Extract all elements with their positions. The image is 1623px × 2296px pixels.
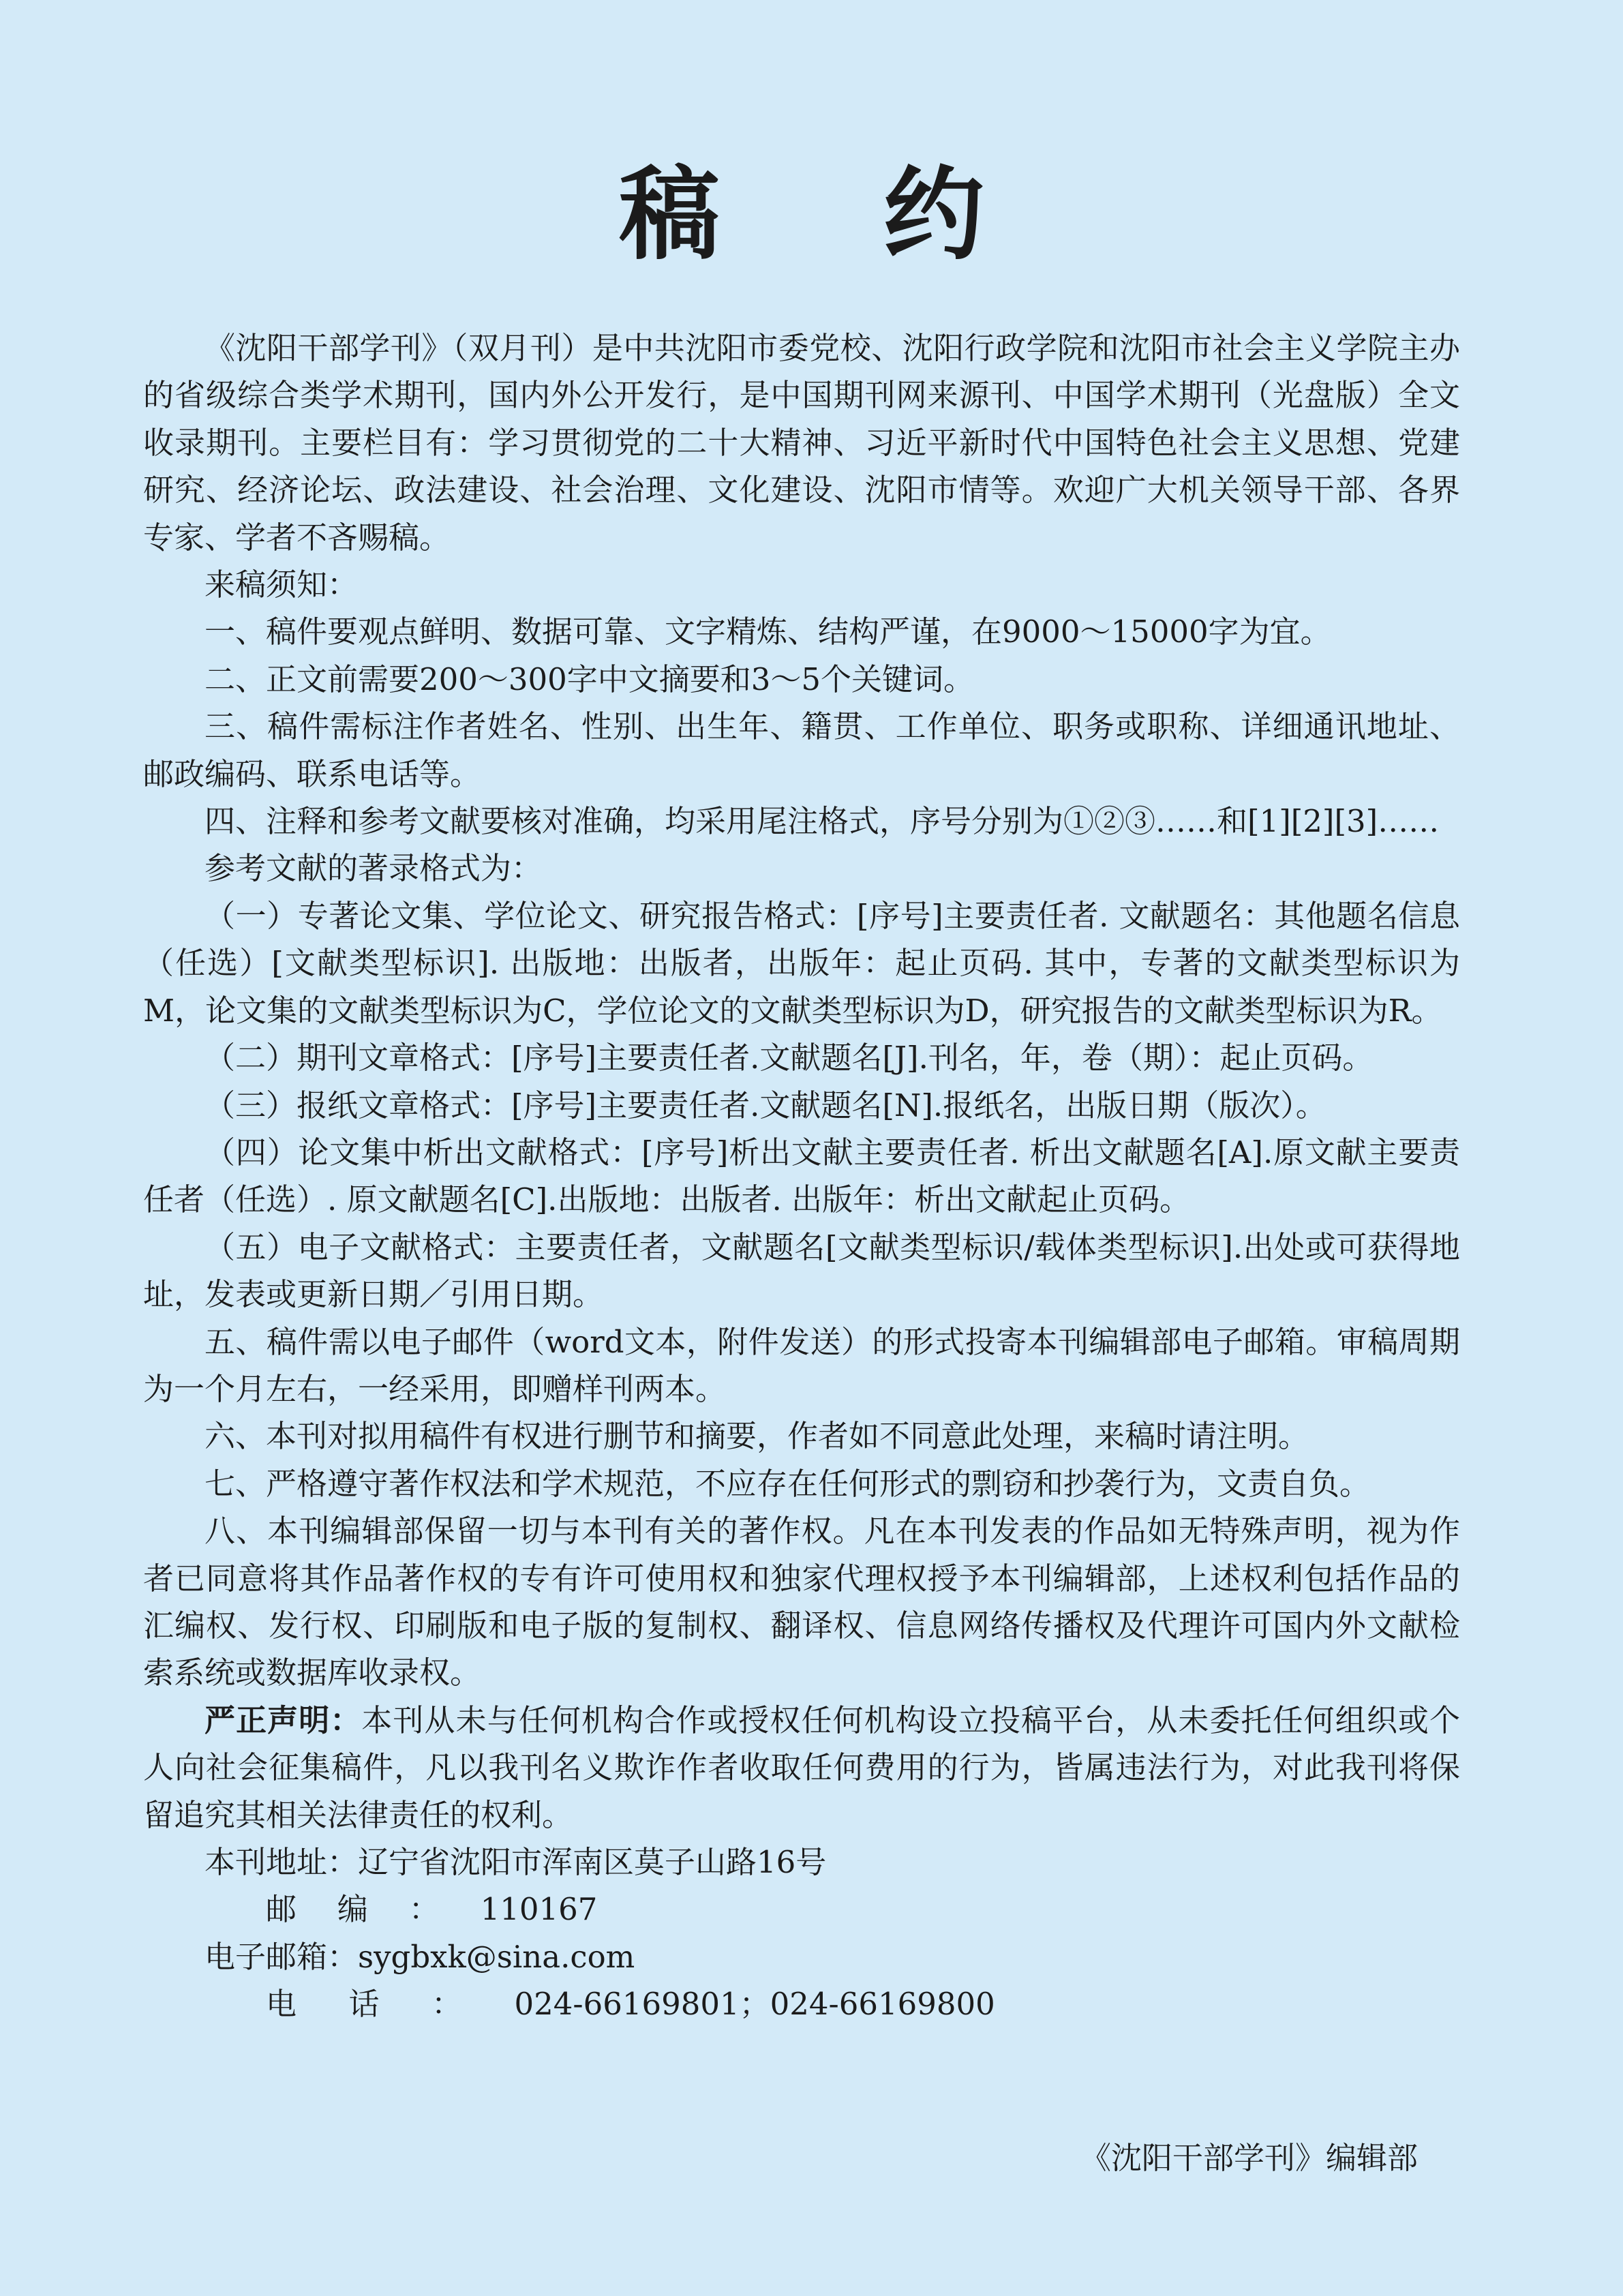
phone-value: 024-66169801；024-66169800 [514, 1986, 995, 2023]
title-char-2: 约 [883, 156, 984, 273]
contact-email [143, 1933, 1460, 1980]
address-label: 本刊地址： [204, 1844, 359, 1880]
reference-format-5: （五）电子文献格式：主要责任者，文献题名[文献类型标识/载体类型标识].出处或可获得地址，发表或更新日期／引用日期。 [143, 1228, 1460, 1313]
rule-4: 四、注释和参考文献要核对准确，均采用尾注格式，序号分别为①②③……和[1][2][3]…… [204, 803, 1440, 840]
reference-heading: 参考文献的著录格式为： [204, 850, 543, 887]
contact-postcode [143, 1886, 1460, 1933]
postcode-value: 110167 [480, 1891, 598, 1928]
contact-address [143, 1839, 1460, 1886]
call-for-papers-page [143, 0, 1460, 2296]
address-value: 辽宁省沈阳市浑南区莫子山路16号 [358, 1844, 827, 1880]
postcode-label: 邮编： [266, 1891, 481, 1928]
reference-format-2: （二）期刊文章格式：[序号]主要责任者.文献题名[J].刊名，年，卷（期）：起止页码。 [204, 1040, 1374, 1076]
intro-paragraph: 《沈阳干部学刊》（双月刊）是中共沈阳市委党校、沈阳行政学院和沈阳市社会主义学院主办的省级综合类学术期刊，国内外公开发行，是中国期刊网来源刊、中国学术期刊（光盘版）全文收录期刊。主要栏目有：学习贯彻党的二十大精神、习近平新时代中国特色社会主义思想、党建研究、经济论坛、政法建设、社会治理、文化建设、沈阳市情等。欢迎广大机关领导干部、各界专家、学者不吝赐稿。 [143, 330, 1460, 556]
rule-8: 八、本刊编辑部保留一切与本刊有关的著作权。凡在本刊发表的作品如无特殊声明，视为作者已同意将其作品著作权的专有许可使用权和独家代理权授予本刊编辑部，上述权利包括作品的汇编权、发行权、印刷版和电子版的复制权、翻译权、信息网络传播权及代理许可国内外文献检索系统或数据库收录权。 [143, 1513, 1460, 1691]
editorial-signature: 《沈阳干部学刊》编辑部 [1080, 2140, 1418, 2176]
page-title [143, 157, 1460, 273]
notice-heading: 来稿须知： [204, 567, 359, 603]
rule-5: 五、稿件需以电子邮件（word文本，附件发送）的形式投寄本刊编辑部电子邮箱。审稿周期为一个月左右，一经采用，即赠样刊两本。 [143, 1323, 1460, 1407]
rule-7: 七、严格遵守著作权法和学术规范，不应存在任何形式的剽窃和抄袭行为，文责自负。 [204, 1465, 1371, 1502]
rule-1: 一、稿件要观点鲜明、数据可靠、文字精炼、结构严谨，在9000～15000字为宜。 [204, 614, 1331, 650]
declaration-text: 本刊从未与任何机构合作或授权任何机构设立投稿平台，从未委托任何组织或个人向社会征集稿件，凡以我刊名义欺诈作者收取任何费用的行为，皆属违法行为，对此我刊将保留追究其相关法律责任的权利。 [143, 1702, 1460, 1833]
email-label: 电子邮箱： [204, 1938, 359, 1975]
reference-format-3: （三）报纸文章格式：[序号]主要责任者.文献题名[N].报纸名，出版日期（版次）。 [204, 1087, 1326, 1123]
reference-format-4: （四）论文集中析出文献格式：[序号]析出文献主要责任者. 析出文献题名[A].原文献主要责任者（任选）. 原文献题名[C].出版地：出版者. 出版年：析出文献起止页码。 [143, 1134, 1460, 1218]
contact-phone [143, 1980, 1460, 2027]
title-char-1: 稿 [619, 156, 720, 273]
rule-2: 二、正文前需要200～300字中文摘要和3～5个关键词。 [204, 661, 975, 697]
rule-6: 六、本刊对拟用稿件有权进行删节和摘要，作者如不同意此处理，来稿时请注明。 [204, 1418, 1309, 1455]
declaration-paragraph [143, 1697, 1460, 1839]
email-value: sygbxk@sina.com [358, 1938, 635, 1975]
document-body [143, 324, 1460, 2028]
reference-format-1: （一）专著论文集、学位论文、研究报告格式：[序号]主要责任者. 文献题名：其他题名信息（任选）[文献类型标识]. 出版地：出版者，出版年：起止页码. 其中，专著的文献类型标识为M，论文集的文献类型标识为C，学位论文的文献类型标识为D，研究报告的文献类型标识为R。 [143, 897, 1460, 1029]
phone-label: 电话： [266, 1986, 515, 2023]
rule-3: 三、稿件需标注作者姓名、性别、出生年、籍贯、工作单位、职务或职称、详细通讯地址、邮政编码、联系电话等。 [143, 708, 1460, 792]
declaration-label: 严正声明： [204, 1702, 362, 1738]
